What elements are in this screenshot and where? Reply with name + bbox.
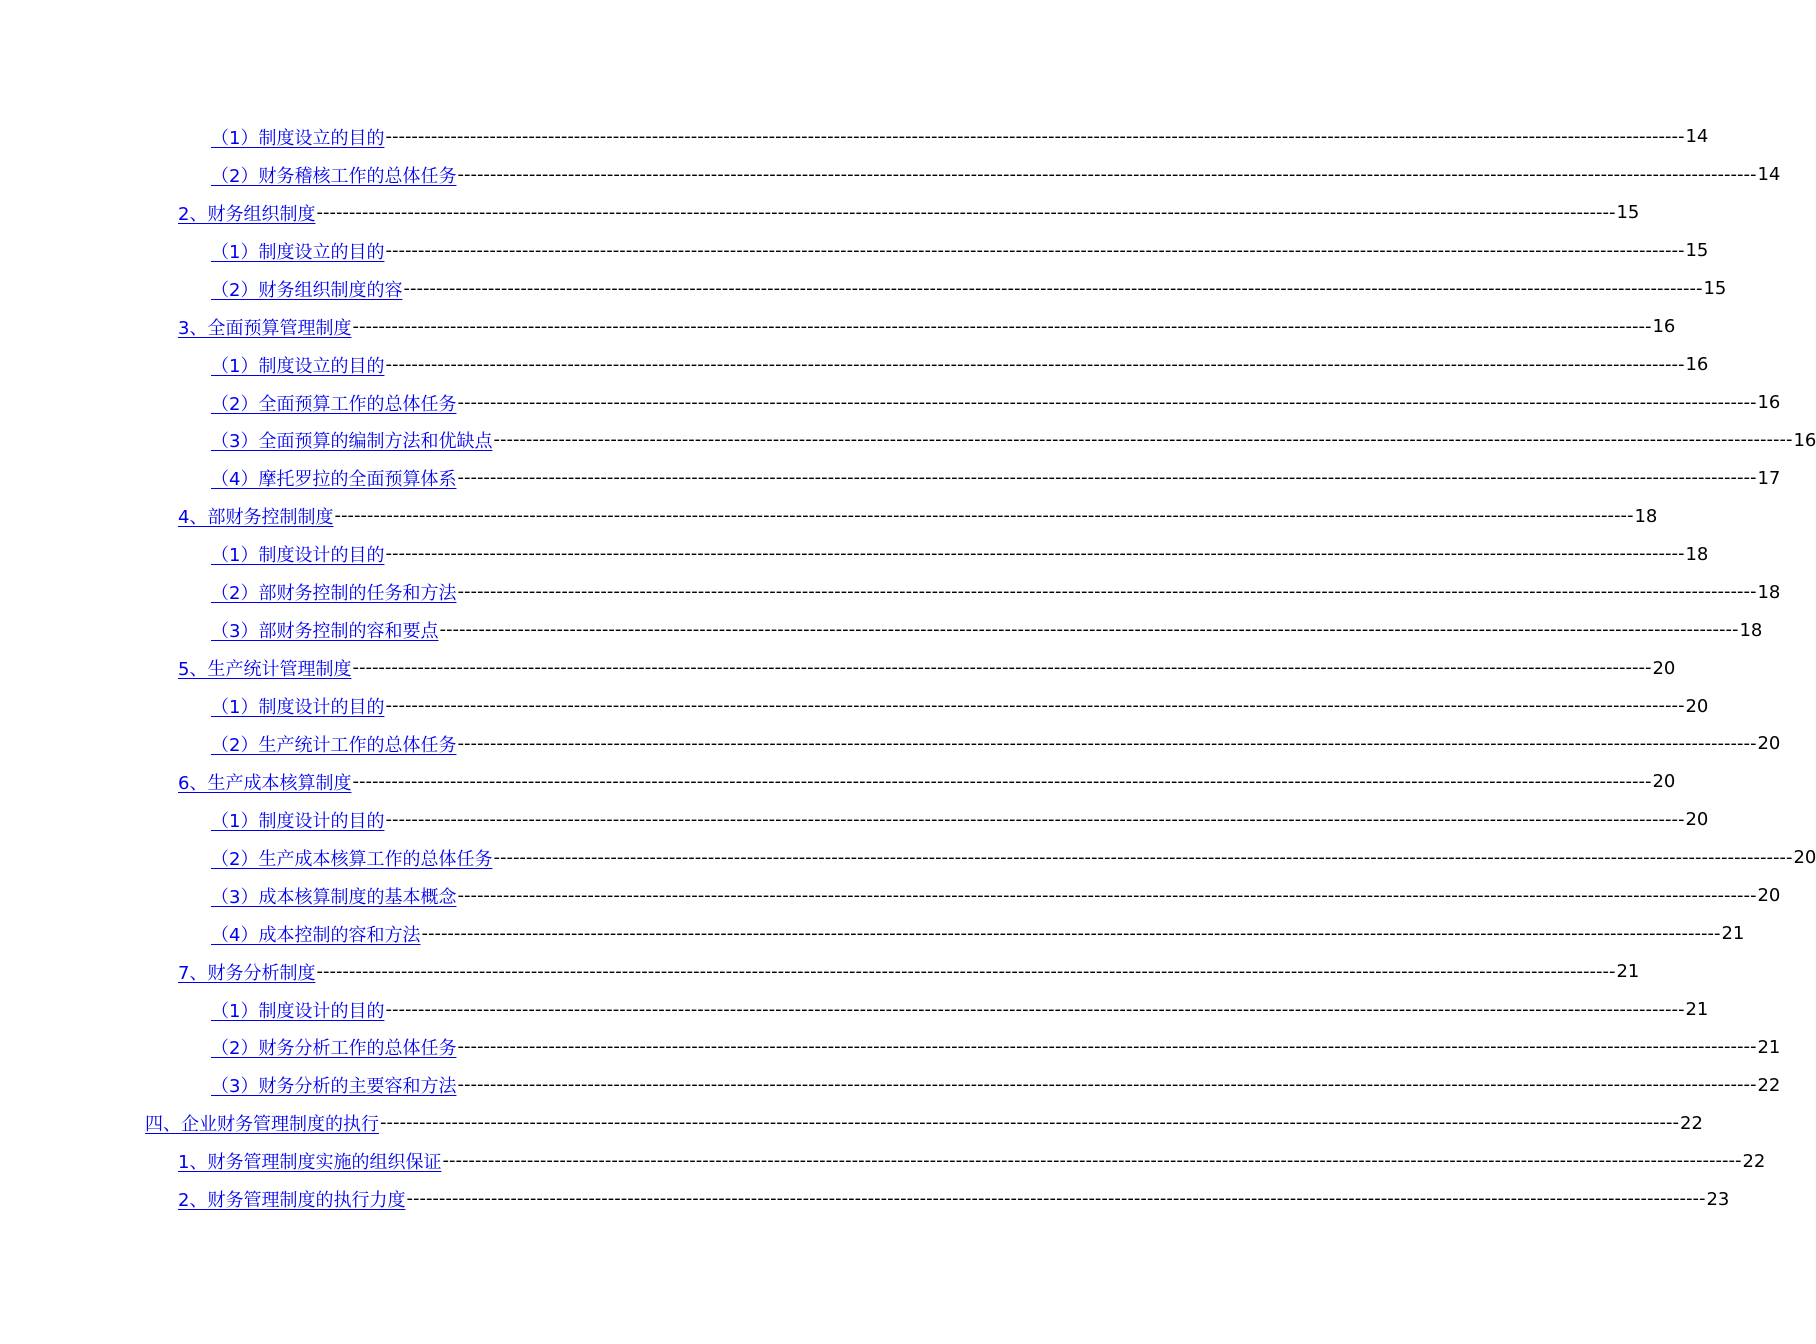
toc-dot-leader: -------------------------------------------------------------------------------------------------------------------------------------------------------------------------------------------------------- (457, 732, 1757, 754)
toc-dot-leader: -------------------------------------------------------------------------------------------------------------------------------------------------------------------------------------------------------- (385, 998, 1685, 1020)
toc-entry[interactable] (0, 839, 1816, 877)
toc-dot-leader: -------------------------------------------------------------------------------------------------------------------------------------------------------------------------------------------------------- (442, 1150, 1742, 1172)
toc-page-number: 18 (1685, 543, 1709, 565)
toc-entry[interactable] (0, 1180, 1730, 1218)
toc-entry[interactable] (0, 1142, 1766, 1180)
toc-entry-title-link[interactable]: （3）财务分析的主要容和方法 (211, 1076, 457, 1098)
toc-entry[interactable] (0, 649, 1676, 687)
toc-entry[interactable] (0, 573, 1781, 611)
toc-dot-leader: -------------------------------------------------------------------------------------------------------------------------------------------------------------------------------------------------------- (316, 960, 1616, 982)
toc-page-number: 21 (1616, 961, 1640, 983)
toc-dot-leader: -------------------------------------------------------------------------------------------------------------------------------------------------------------------------------------------------------- (385, 239, 1685, 261)
toc-page-number: 14 (1685, 126, 1709, 148)
table-of-contents (0, 118, 1816, 1218)
toc-entry-title-link[interactable]: （3）部财务控制的容和要点 (211, 621, 439, 643)
toc-page-number: 15 (1703, 278, 1727, 300)
toc-page-number: 18 (1739, 619, 1763, 641)
toc-page-number: 18 (1634, 505, 1658, 527)
toc-entry[interactable] (0, 915, 1745, 953)
toc-entry-title-link[interactable]: （2）全面预算工作的总体任务 (211, 393, 457, 415)
toc-dot-leader: -------------------------------------------------------------------------------------------------------------------------------------------------------------------------------------------------------- (385, 808, 1685, 830)
toc-entry-title-link[interactable]: （4）成本控制的容和方法 (211, 924, 421, 946)
toc-dot-leader: -------------------------------------------------------------------------------------------------------------------------------------------------------------------------------------------------------- (493, 429, 1793, 451)
toc-dot-leader: -------------------------------------------------------------------------------------------------------------------------------------------------------------------------------------------------------- (380, 1112, 1680, 1134)
toc-dot-leader: -------------------------------------------------------------------------------------------------------------------------------------------------------------------------------------------------------- (457, 1036, 1757, 1058)
toc-entry[interactable] (0, 384, 1781, 422)
toc-dot-leader: -------------------------------------------------------------------------------------------------------------------------------------------------------------------------------------------------------- (385, 125, 1685, 147)
toc-entry[interactable] (0, 118, 1709, 156)
toc-page-number: 20 (1793, 847, 1816, 869)
toc-entry-title-link[interactable]: （2）部财务控制的任务和方法 (211, 583, 457, 605)
toc-page-number: 16 (1685, 354, 1709, 376)
toc-page-number: 20 (1685, 809, 1709, 831)
toc-entry-title-link[interactable]: （2）生产统计工作的总体任务 (211, 734, 457, 756)
toc-entry[interactable] (0, 611, 1763, 649)
toc-page-number: 17 (1757, 467, 1781, 489)
toc-dot-leader: -------------------------------------------------------------------------------------------------------------------------------------------------------------------------------------------------------- (403, 277, 1703, 299)
toc-page-number: 22 (1742, 1150, 1766, 1172)
toc-entry[interactable] (0, 687, 1709, 725)
toc-entry-title-link[interactable]: （3）全面预算的编制方法和优缺点 (211, 431, 493, 453)
toc-entry[interactable] (0, 877, 1781, 915)
toc-entry-title-link[interactable]: （2）财务稽核工作的总体任务 (211, 165, 457, 187)
toc-entry-title-link[interactable]: 3、全面预算管理制度 (178, 317, 352, 339)
toc-entry-title-link[interactable]: 2、财务管理制度的执行力度 (178, 1190, 406, 1212)
toc-page-number: 14 (1757, 164, 1781, 186)
toc-dot-leader: -------------------------------------------------------------------------------------------------------------------------------------------------------------------------------------------------------- (457, 467, 1757, 489)
toc-entry-title-link[interactable]: （1）制度设立的目的 (211, 127, 385, 149)
toc-dot-leader: -------------------------------------------------------------------------------------------------------------------------------------------------------------------------------------------------------- (334, 505, 1634, 527)
toc-dot-leader: -------------------------------------------------------------------------------------------------------------------------------------------------------------------------------------------------------- (352, 657, 1652, 679)
toc-page-number: 15 (1616, 202, 1640, 224)
toc-entry[interactable] (0, 232, 1709, 270)
toc-entry[interactable] (0, 459, 1781, 497)
toc-page-number: 22 (1757, 1074, 1781, 1096)
toc-dot-leader: -------------------------------------------------------------------------------------------------------------------------------------------------------------------------------------------------------- (457, 1074, 1757, 1096)
toc-entry-title-link[interactable]: （3）成本核算制度的基本概念 (211, 886, 457, 908)
toc-entry-title-link[interactable]: （4）摩托罗拉的全面预算体系 (211, 469, 457, 491)
toc-entry-title-link[interactable]: 7、财务分析制度 (178, 962, 316, 984)
toc-entry[interactable] (0, 308, 1676, 346)
toc-entry[interactable] (0, 763, 1676, 801)
toc-entry-title-link[interactable]: （2）财务组织制度的容 (211, 279, 403, 301)
toc-page-number: 22 (1680, 1112, 1703, 1134)
toc-entry[interactable] (0, 801, 1709, 839)
toc-entry-title-link[interactable]: 6、生产成本核算制度 (178, 772, 352, 794)
toc-dot-leader: -------------------------------------------------------------------------------------------------------------------------------------------------------------------------------------------------------- (493, 846, 1793, 868)
toc-dot-leader: -------------------------------------------------------------------------------------------------------------------------------------------------------------------------------------------------------- (457, 884, 1757, 906)
toc-dot-leader: -------------------------------------------------------------------------------------------------------------------------------------------------------------------------------------------------------- (316, 201, 1616, 223)
toc-page-number: 21 (1721, 923, 1745, 945)
toc-page-number: 23 (1706, 1188, 1730, 1210)
toc-entry-title-link[interactable]: （1）制度设立的目的 (211, 241, 385, 263)
toc-entry-title-link[interactable]: 5、生产统计管理制度 (178, 659, 352, 681)
toc-entry[interactable] (0, 270, 1727, 308)
toc-entry-title-link[interactable]: （2）财务分析工作的总体任务 (211, 1038, 457, 1060)
toc-page-number: 18 (1757, 581, 1781, 603)
toc-dot-leader: -------------------------------------------------------------------------------------------------------------------------------------------------------------------------------------------------------- (457, 581, 1757, 603)
toc-page-number: 20 (1652, 771, 1676, 793)
toc-entry[interactable] (0, 194, 1640, 232)
toc-entry[interactable] (0, 1066, 1781, 1104)
toc-entry[interactable] (0, 1029, 1781, 1067)
toc-page-number: 20 (1757, 733, 1781, 755)
toc-entry-title-link[interactable]: （1）制度设计的目的 (211, 545, 385, 567)
toc-dot-leader: -------------------------------------------------------------------------------------------------------------------------------------------------------------------------------------------------------- (352, 315, 1652, 337)
toc-dot-leader: -------------------------------------------------------------------------------------------------------------------------------------------------------------------------------------------------------- (457, 391, 1757, 413)
toc-page-number: 21 (1757, 1036, 1781, 1058)
toc-entry-title-link[interactable]: 1、财务管理制度实施的组织保证 (178, 1152, 442, 1174)
toc-page-number: 20 (1652, 657, 1676, 679)
toc-entry[interactable] (0, 1104, 1703, 1142)
toc-page-number: 15 (1685, 240, 1709, 262)
toc-entry[interactable] (0, 535, 1709, 573)
toc-dot-leader: -------------------------------------------------------------------------------------------------------------------------------------------------------------------------------------------------------- (385, 353, 1685, 375)
toc-entry-title-link[interactable]: （1）制度设立的目的 (211, 355, 385, 377)
toc-entry-title-link[interactable]: 四、企业财务管理制度的执行 (145, 1114, 379, 1136)
toc-entry-title-link[interactable]: （2）生产成本核算工作的总体任务 (211, 848, 493, 870)
toc-entry[interactable] (0, 156, 1781, 194)
toc-entry[interactable] (0, 346, 1709, 384)
toc-entry[interactable] (0, 422, 1816, 460)
toc-entry[interactable] (0, 953, 1640, 991)
toc-entry[interactable] (0, 725, 1781, 763)
toc-page-number: 20 (1685, 695, 1709, 717)
toc-entry[interactable] (0, 991, 1709, 1029)
toc-page-number: 16 (1757, 392, 1781, 414)
toc-dot-leader: -------------------------------------------------------------------------------------------------------------------------------------------------------------------------------------------------------- (421, 922, 1721, 944)
toc-dot-leader: -------------------------------------------------------------------------------------------------------------------------------------------------------------------------------------------------------- (385, 695, 1685, 717)
toc-entry-title-link[interactable]: 2、财务组织制度 (178, 203, 316, 225)
toc-page-number: 16 (1652, 316, 1676, 338)
toc-entry-title-link[interactable]: （1）制度设计的目的 (211, 697, 385, 719)
toc-dot-leader: -------------------------------------------------------------------------------------------------------------------------------------------------------------------------------------------------------- (406, 1188, 1706, 1210)
toc-entry-title-link[interactable]: 4、部财务控制制度 (178, 507, 334, 529)
toc-dot-leader: -------------------------------------------------------------------------------------------------------------------------------------------------------------------------------------------------------- (457, 163, 1757, 185)
toc-entry[interactable] (0, 497, 1658, 535)
toc-dot-leader: -------------------------------------------------------------------------------------------------------------------------------------------------------------------------------------------------------- (352, 770, 1652, 792)
toc-entry-title-link[interactable]: （1）制度设计的目的 (211, 810, 385, 832)
toc-page-number: 21 (1685, 999, 1709, 1021)
toc-entry-title-link[interactable]: （1）制度设计的目的 (211, 1000, 385, 1022)
toc-dot-leader: -------------------------------------------------------------------------------------------------------------------------------------------------------------------------------------------------------- (439, 619, 1739, 641)
toc-dot-leader: -------------------------------------------------------------------------------------------------------------------------------------------------------------------------------------------------------- (385, 543, 1685, 565)
toc-page-number: 20 (1757, 885, 1781, 907)
toc-page-number: 16 (1793, 429, 1816, 451)
